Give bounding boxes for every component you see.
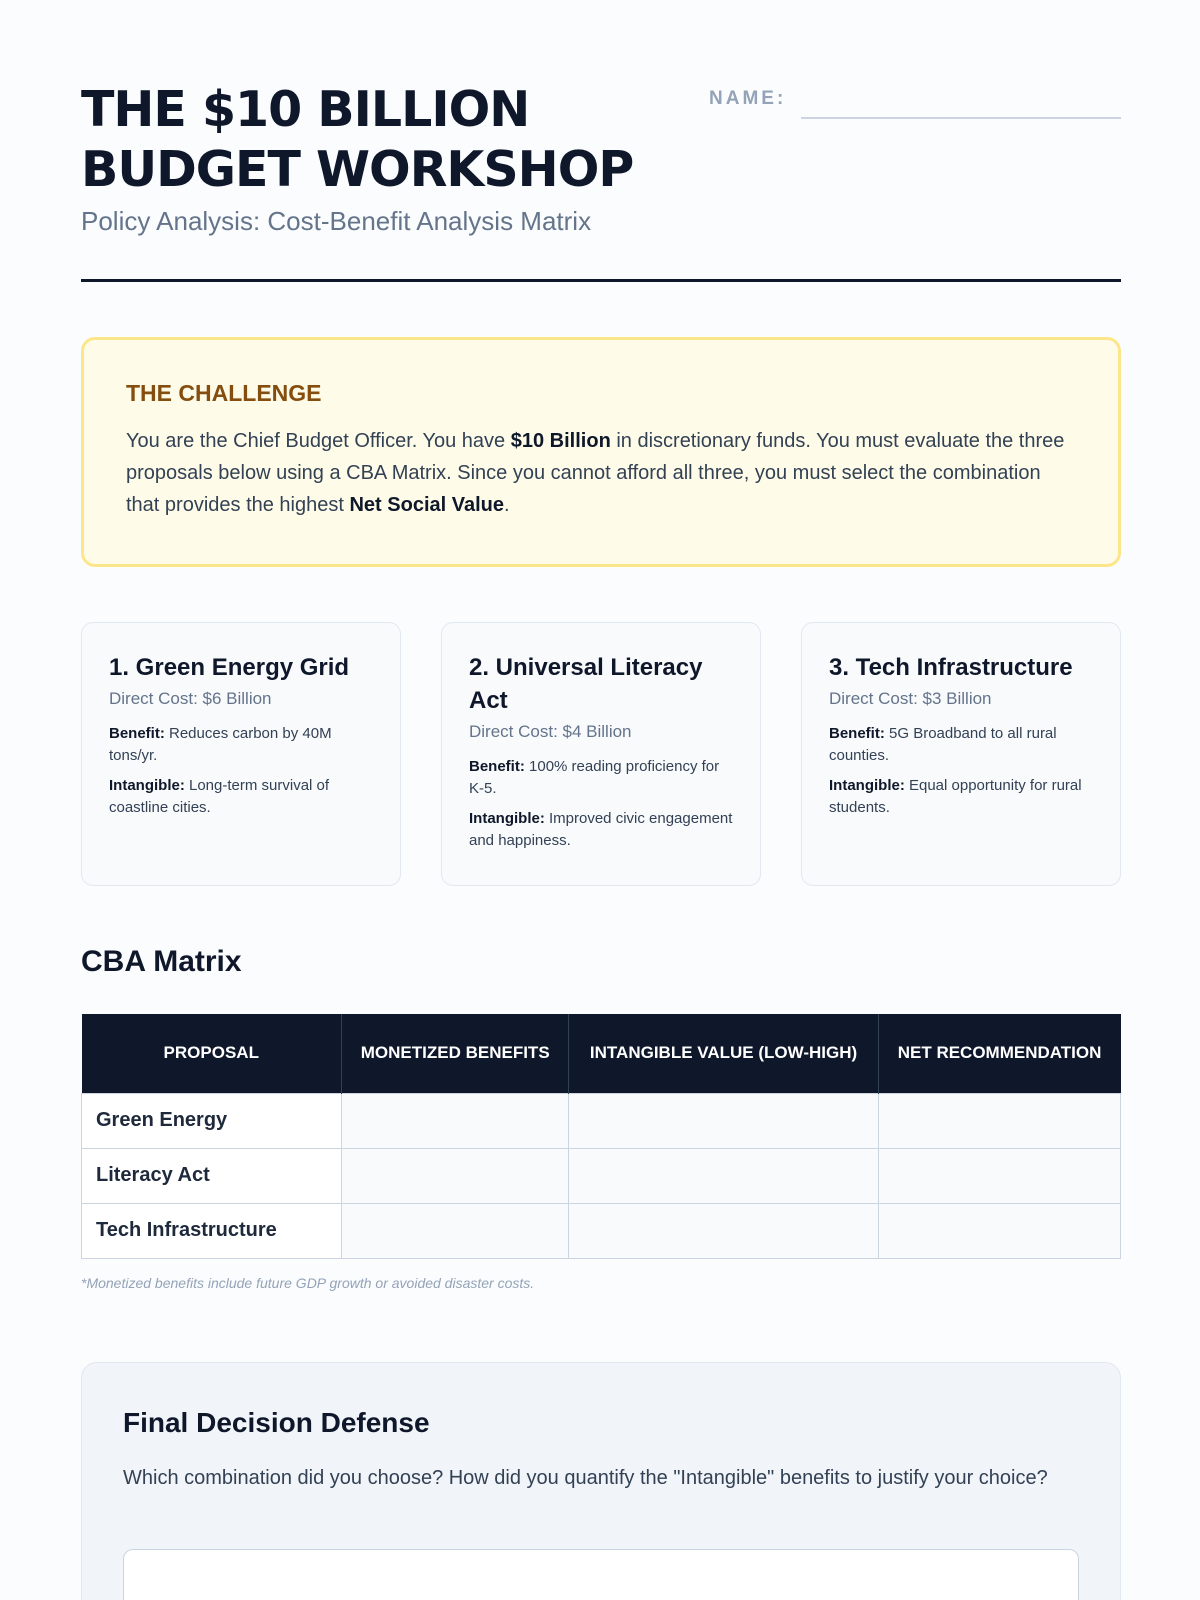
intangible-label: Intangible: — [109, 777, 185, 794]
column-header-monetized-benefits: MONETIZED BENEFITS — [342, 1014, 569, 1093]
proposal-card-green-energy — [81, 622, 401, 886]
challenge-budget-amount: $10 Billion — [510, 430, 611, 452]
proposal-cost: Direct Cost: $4 Billion — [469, 722, 632, 741]
name-input-line[interactable] — [801, 88, 1121, 119]
proposal-benefit — [829, 723, 1093, 767]
monetized-benefits-cell[interactable] — [342, 1203, 569, 1258]
intangible-label: Intangible: — [469, 810, 545, 827]
cba-matrix-table — [81, 1014, 1121, 1259]
intangible-value-cell[interactable] — [569, 1093, 878, 1148]
table-row — [82, 1093, 1121, 1148]
challenge-text-part: You are the Chief Budget Officer. You have — [126, 430, 511, 452]
proposal-card-tech-infrastructure — [801, 622, 1121, 886]
challenge-net-social-value: Net Social Value — [349, 494, 504, 516]
intangible-text: Long-term survival of coastline cities. — [109, 777, 330, 816]
intangible-value-cell[interactable] — [569, 1148, 878, 1203]
column-header-net-recommendation: NET RECOMMENDATION — [878, 1014, 1120, 1093]
challenge-text-part: in discretionary funds. You must evaluate the three proposals below using a CBA Matrix. Since you cannot afford all three, you must select the combination that provides the highest — [126, 430, 1065, 516]
title-line-1: THE $10 BILLION — [81, 81, 530, 138]
column-header-proposal: PROPOSAL — [82, 1014, 342, 1093]
table-row — [82, 1203, 1121, 1258]
challenge-box — [81, 337, 1121, 567]
page-title — [81, 80, 681, 200]
challenge-text — [126, 425, 1076, 521]
net-recommendation-cell[interactable] — [878, 1093, 1120, 1148]
name-label: NAME: — [709, 88, 787, 109]
proposal-intangible — [469, 808, 733, 852]
proposal-cards — [81, 622, 1121, 886]
benefit-label: Benefit: — [829, 725, 885, 742]
proposal-benefit — [469, 756, 733, 800]
defense-answer-box[interactable] — [123, 1549, 1079, 1600]
net-recommendation-cell[interactable] — [878, 1148, 1120, 1203]
row-label-green-energy: Green Energy — [82, 1093, 342, 1148]
matrix-footnote: *Monetized benefits include future GDP growth or avoided disaster costs. — [81, 1275, 535, 1291]
proposal-title: 1. Green Energy Grid — [109, 654, 350, 681]
proposal-cost: Direct Cost: $3 Billion — [829, 689, 992, 708]
challenge-text-part: . — [504, 494, 510, 516]
defense-question: Which combination did you choose? How did you quantify the "Intangible" benefits to justify your choice? — [123, 1467, 1048, 1489]
proposal-benefit — [109, 723, 373, 767]
page-subtitle: Policy Analysis: Cost-Benefit Analysis Matrix — [81, 206, 592, 236]
monetized-benefits-cell[interactable] — [342, 1093, 569, 1148]
monetized-benefits-cell[interactable] — [342, 1148, 569, 1203]
benefit-label: Benefit: — [109, 725, 165, 742]
proposal-cost: Direct Cost: $6 Billion — [109, 689, 272, 708]
intangible-text: Improved civic engagement and happiness. — [469, 810, 733, 849]
defense-title: Final Decision Defense — [123, 1407, 430, 1438]
matrix-title: CBA Matrix — [81, 945, 242, 978]
name-field — [709, 88, 1121, 119]
worksheet-header — [81, 80, 1121, 282]
intangible-value-cell[interactable] — [569, 1203, 878, 1258]
challenge-title: THE CHALLENGE — [126, 380, 322, 406]
column-header-intangible-value: INTANGIBLE VALUE (LOW-HIGH) — [569, 1014, 878, 1093]
proposal-intangible — [109, 775, 373, 819]
proposal-card-literacy-act — [441, 622, 761, 886]
net-recommendation-cell[interactable] — [878, 1203, 1120, 1258]
final-decision-section — [81, 1362, 1121, 1600]
title-line-2: BUDGET WORKSHOP — [81, 141, 634, 198]
intangible-text: Equal opportunity for rural students. — [829, 777, 1082, 816]
proposal-title: 3. Tech Infrastructure — [829, 654, 1073, 681]
benefit-text: 5G Broadband to all rural counties. — [829, 725, 1057, 764]
proposal-intangible — [829, 775, 1093, 819]
row-label-tech-infrastructure: Tech Infrastructure — [82, 1203, 342, 1258]
table-row — [82, 1148, 1121, 1203]
benefit-label: Benefit: — [469, 758, 525, 775]
intangible-label: Intangible: — [829, 777, 905, 794]
proposal-title: 2. Universal Literacy Act — [469, 654, 703, 714]
benefit-text: 100% reading proficiency for K-5. — [469, 758, 720, 797]
benefit-text: Reduces carbon by 40M tons/yr. — [109, 725, 332, 764]
row-label-literacy-act: Literacy Act — [82, 1148, 342, 1203]
table-header-row — [82, 1014, 1121, 1093]
